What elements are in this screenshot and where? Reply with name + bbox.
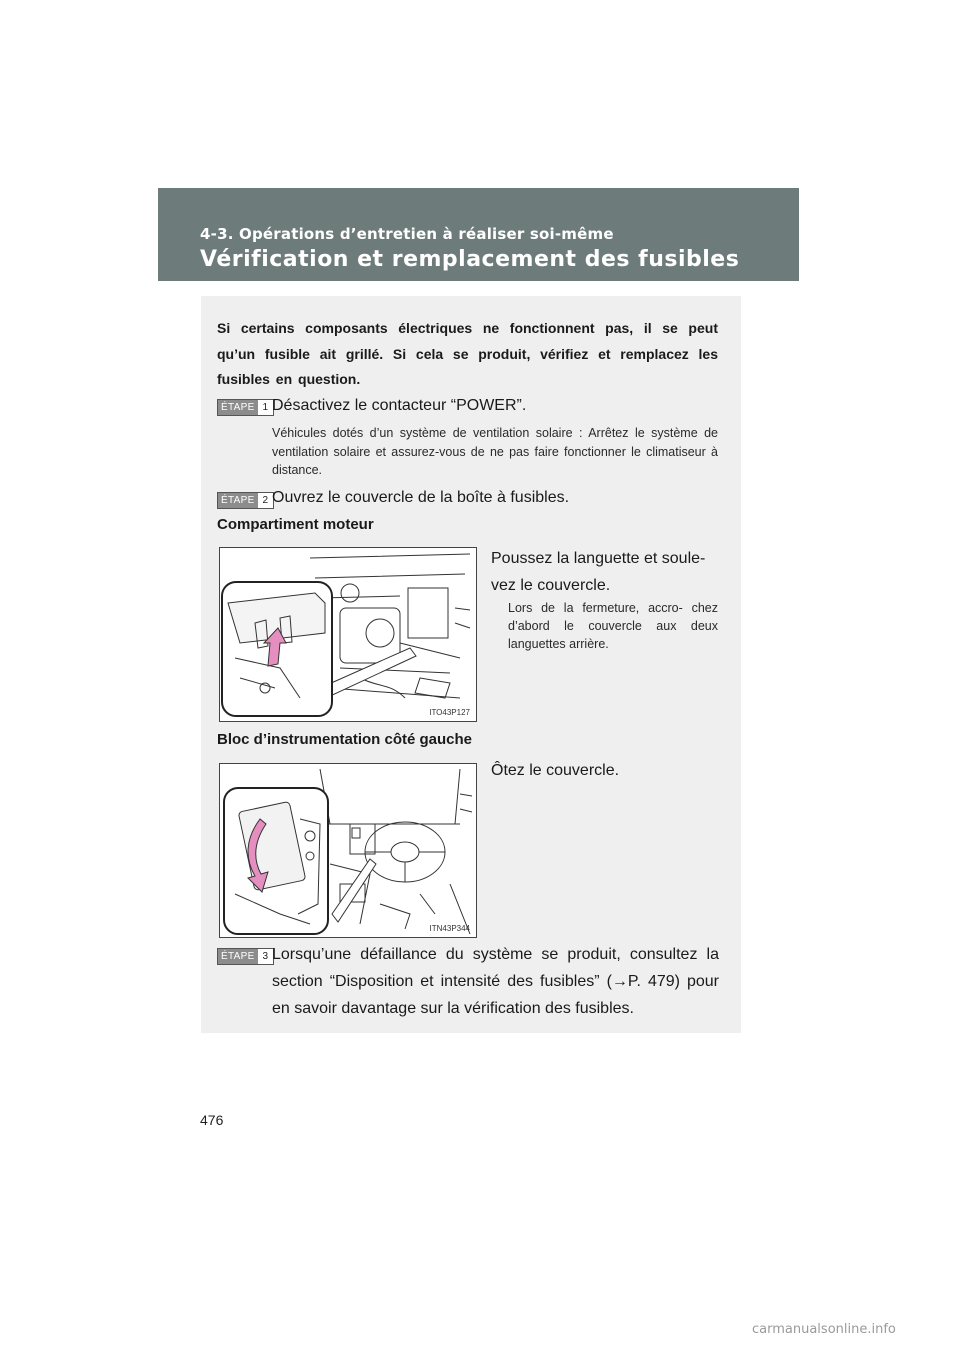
engine-instruction: Poussez la languette et soule- vez le couvercle. bbox=[491, 550, 706, 594]
step-1-badge bbox=[217, 397, 269, 414]
step-3-badge bbox=[217, 946, 269, 963]
subheading-instrument-panel: Bloc d’instrumentation côté gauche bbox=[217, 731, 473, 748]
subheading-engine: Compartiment moteur bbox=[217, 516, 374, 533]
engine-fusebox-illustration bbox=[219, 547, 477, 722]
intro-paragraph: Si certains composants électriques ne fonctionnent pas, il se peut qu’un fusible ait grillé. Si cela se produit, vérifiez et remplacez les fusibles en question. bbox=[217, 320, 718, 387]
figure-code: ITO43P127 bbox=[429, 708, 470, 717]
step-label: ÉTAPE bbox=[218, 493, 258, 508]
step-number: 1 bbox=[262, 402, 269, 413]
instrument-panel-instruction: Ôtez le couvercle. bbox=[491, 762, 620, 779]
instrument-panel-fusebox-illustration bbox=[219, 763, 477, 938]
page-title: Vérification et remplacement des fusibles bbox=[200, 247, 740, 272]
step-number: 3 bbox=[262, 951, 269, 962]
step-1-text: Désactivez le contacteur “POWER”. bbox=[272, 397, 527, 414]
figure-code: ITN43P344 bbox=[429, 924, 470, 933]
engine-compartment-drawing bbox=[220, 548, 476, 721]
instrument-panel-drawing bbox=[220, 764, 476, 937]
section-header bbox=[158, 188, 799, 281]
engine-note: Lors de la fermeture, accro- chez d’abord le couvercle aux deux languettes arrière. bbox=[508, 601, 718, 651]
step-3-text: Lorsqu’une défaillance du système se produit, consultez la section “Disposition et intensité des fusibles” (→P. 479) pour en savoir davantage sur la vérification des fusibles. bbox=[272, 946, 719, 1017]
step-1-note: Véhicules dotés d’un système de ventilation solaire : Arrêtez le système de ventilation solaire et assurez-vous de ne pas faire fonctionner le climatiseur à distance. bbox=[272, 426, 718, 477]
step-number: 2 bbox=[262, 495, 269, 506]
page-number: 476 bbox=[200, 1112, 224, 1128]
step-2-badge bbox=[217, 490, 269, 507]
step-label: ÉTAPE bbox=[218, 949, 258, 964]
step-2-text: Ouvrez le couvercle de la boîte à fusibles. bbox=[272, 489, 570, 506]
section-subtitle: 4-3. Opérations d’entretien à réaliser soi-même bbox=[200, 225, 614, 243]
watermark: carmanualsonline.info bbox=[752, 1322, 896, 1337]
step-label: ÉTAPE bbox=[218, 400, 258, 415]
